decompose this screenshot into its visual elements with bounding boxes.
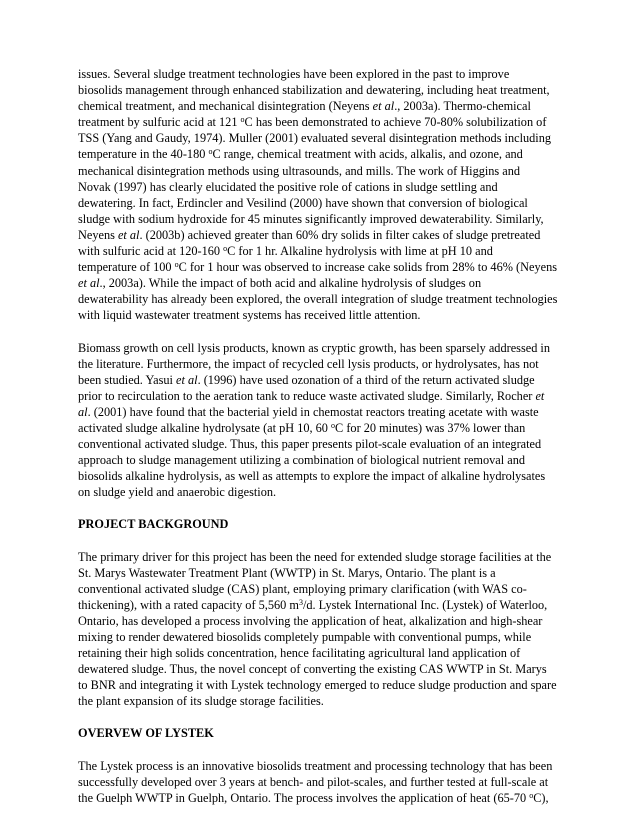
text-line: the literature. Furthermore, the impact of recycled cell lysis products, or hydrolysates, has not	[78, 356, 539, 371]
text-line: the plant expansion of its sludge storage facilities.	[78, 694, 324, 709]
text-line: conventional activated sludge. Thus, this paper presents pilot-scale evaluation of an integrated	[78, 437, 542, 452]
text-line: Ontario, has developed a process involving the application of heat, alkalization and high-shear	[78, 613, 543, 628]
text-line: activated sludge alkaline hydrolysate (at pH 10, 60 $^o$C for 20 minutes) was 37% lower than	[78, 420, 526, 435]
text-line: St. Marys Wastewater Treatment Plant (WWTP) in St. Marys, Ontario. The plant is a	[78, 565, 496, 580]
text-line: mechanical disintegration methods using ultrasounds, and mills. The work of Higgins and	[78, 163, 521, 178]
text-line: the Guelph WWTP in Guelph, Ontario. The process involves the application of heat (65-70 $^o$C),	[78, 790, 549, 805]
text-line: sludge with sodium hydroxide for 45 minutes significantly improved dewaterability. Similarly,	[78, 211, 544, 226]
text-line: temperature in the 40-180 $^o$C range, chemical treatment with acids, alkalis, and ozone, and	[78, 147, 523, 162]
text-line: retaining their high solids concentration, hence facilitating agricultural land application of	[78, 646, 521, 661]
text-line: approach to sludge management utilizing a combination of biological nutrient removal and	[78, 453, 525, 468]
text-line: dewaterability has already been explored, the overall integration of sludge treatment technologies	[78, 292, 558, 307]
section-heading: OVERVEW OF LYSTEK	[78, 726, 214, 741]
text-line: dewatered sludge. Thus, the novel concept of converting the existing CAS WWTP in St. Marys	[78, 662, 547, 677]
text-line: The Lystek process is an innovative biosolids treatment and processing technology that has been	[78, 758, 553, 773]
text-line: temperature of 100 $^o$C for 1 hour was observed to increase cake solids from 28% to 46% (Neyens	[78, 260, 558, 275]
text-line: successfully developed over 3 years at bench- and pilot-scales, and further tested at full-scale at	[78, 774, 549, 789]
text-line: biosolids management through enhanced stabilization and dewatering, including heat treatment,	[78, 83, 550, 98]
text-line: al. (2001) have found that the bacterial yield in chemostat reactors treating acetate with waste	[78, 404, 539, 419]
text-line: chemical treatment, and mechanical disintegration (Neyens et al., 2003a). Thermo-chemical	[78, 99, 531, 114]
document-page	[78, 66, 562, 822]
text-line: been studied. Yasui et al. (1996) have used ozonation of a third of the return activated sludge	[78, 372, 535, 387]
text-line: Novak (1997) has clearly elucidated the positive role of cations in sludge settling and	[78, 179, 498, 194]
text-line: The primary driver for this project has been the need for extended sludge storage facilities at the	[78, 549, 552, 564]
text-line: conventional activated sludge (CAS) plant, employing primary clarification (with WAS co-	[78, 581, 527, 596]
text-line: prior to recirculation to the aeration tank to reduce waste activated sludge. Similarly, Rocher et	[78, 388, 545, 403]
text-line: dewatering. In fact, Erdincler and Vesilind (2000) have shown that conversion of biological	[78, 195, 528, 210]
body-paragraph	[78, 340, 562, 501]
text-line: mixing to render dewatered biosolids completely pumpable with conventional pumps, while	[78, 630, 532, 644]
text-line: Biomass growth on cell lysis products, known as cryptic growth, has been sparsely addressed in	[78, 340, 550, 355]
text-line: TSS (Yang and Gaudy, 1974). Muller (2001) evaluated several disintegration methods including	[78, 131, 552, 146]
text-line: treatment by sulfuric acid at 121 $^o$C has been demonstrated to achieve 70-80% solubilization of	[78, 115, 547, 130]
text-line: with liquid wastewater treatment systems has received little attention.	[78, 308, 421, 323]
text-line: with sulfuric acid at 120-160 $^o$C for 1 hr. Alkaline hydrolysis with lime at pH 10 and	[78, 244, 493, 259]
text-line: on sludge yield and anaerobic digestion.	[78, 485, 277, 500]
text-line: biosolids alkaline hydrolysis, as well as attempts to explore the impact of alkaline hydrolysates	[78, 469, 546, 484]
text-line: issues. Several sludge treatment technologies have been explored in the past to improve	[78, 67, 510, 81]
body-paragraph	[78, 549, 562, 710]
section-heading: PROJECT BACKGROUND	[78, 517, 229, 532]
text-line: to BNR and integrating it with Lystek technology emerged to reduce sludge production and spare	[78, 678, 557, 693]
body-paragraph	[78, 758, 562, 806]
text-line: et al., 2003a). While the impact of both acid and alkaline hydrolysis of sludges on	[78, 276, 482, 291]
text-line: thickening), with a rated capacity of 5,560 $m^3/d$. Lystek International Inc. (Lystek) of Waterloo,	[78, 597, 548, 612]
text-line: Neyens et al. (2003b) achieved greater than 60% dry solids in filter cakes of sludge pretreated	[78, 227, 541, 242]
body-paragraph	[78, 66, 562, 324]
